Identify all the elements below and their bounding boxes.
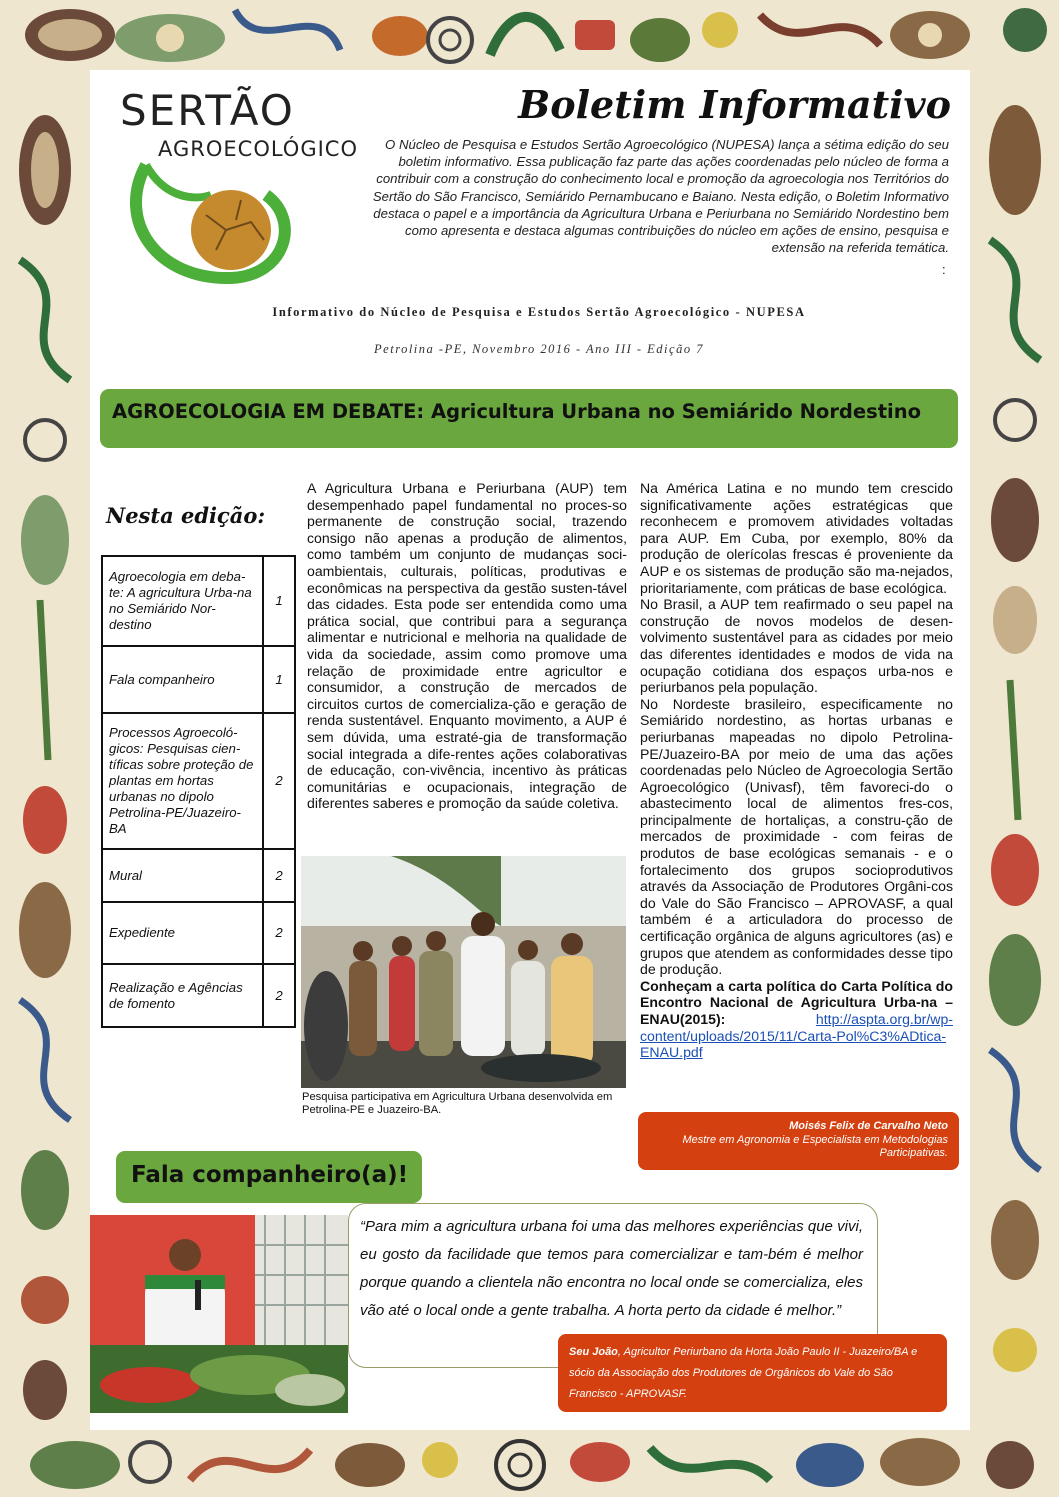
- article-column-2: [640, 480, 953, 1061]
- logo-seed-icon: [116, 160, 301, 285]
- quote-text: “Para mim a agricultura urbana foi uma das melhores experiências que vivi, eu gosto da facilidade que temos para comercializar e tam-bém é melhor porque quando a clientela não encontra no local onde se comercializa, eles vão até o local onde a gente trabalha. A horta perto da cidade é melhor.”: [360, 1218, 863, 1319]
- toc-row-label: Mural: [102, 849, 263, 902]
- toc-row[interactable]: [102, 964, 295, 1027]
- article-paragraph: A Agricultura Urbana e Periurbana (AUP) tem desempenhado papel fundamental no proces-so permanente de construção social, trazendo consigo não apenas a produção de alimentos, como também um conjunto de mudanças soci-oambientais, culturais, políticas, produtivas e econômicas na perspectiva da gestão susten-tável das cidades. Esta pode ser entendida como uma prática social, que contribui para a segurança alimentar e nutricional e melhoria na qualidade de vida da sociedade, assim como promove uma relação de proximidade entre agricultor e consumidor, a construção de mercados de circuitos curtos de comercializa-ção e geração de renda sustentável. Enquanto movimento, a AUP é sem dúvida, uma estraté-gia de transformação social integrada a dife-rentes ações colaborativas de educação, con-vivência, incentivo às práticas comunitárias e ocupacionais, integração de diferentes saberes e promoção da saúde coletiva.: [307, 480, 627, 812]
- toc-table: [101, 555, 296, 1028]
- stray-mark: :: [942, 262, 946, 277]
- toc-row-label: Agroecologia em deba-te: A agricultura Urba-na no Semiárido Nor-destino: [102, 556, 263, 646]
- intro-text: O Núcleo de Pesquisa e Estudos Sertão Agroecológico (NUPESA) lança a sétima edição do seu boletim informativo. Essa publicação faz parte das ações coordenadas pelo núcleo de forma a contribuir com a construção do conhecimento local e promoção da agroecologia nos Territórios do Sertão do São Francisco, Semiárido Pernambucano e Baiano. Nesta edição, o Boletim Informativo destaca o papel e a importância da Agricultura Urbana e Periurbana no Semiárido Nordestino bem como apresenta e destaca algumas contribuições do núcleo em ações de ensino, pesquisa e extensão na referida temática.: [372, 137, 949, 256]
- toc-row[interactable]: [102, 849, 295, 902]
- author-name: Moisés Felix de Carvalho Neto: [789, 1120, 948, 1132]
- toc-row-label: Processos Agroecoló-gicos: Pesquisas cien-tíficas sobre proteção de plantas em hortas urbanas no dipolo Petrolina-PE/Juazeiro-BA: [102, 713, 263, 849]
- toc-row[interactable]: [102, 713, 295, 849]
- logo-title: SERTÃO: [120, 86, 295, 135]
- toc-row-page: 1: [263, 646, 295, 713]
- article-column-1: [307, 480, 627, 812]
- toc-row[interactable]: [102, 902, 295, 964]
- article-paragraph: No Brasil, a AUP tem reafirmado o seu papel na construção de novos modelos de desen-volvimento sustentável para as cidades por meio das diferentes identidades e modos de vida na ocupação cotidiana dos espaços urba-nos e periurbanos pela população.: [640, 596, 953, 696]
- enau-letter-link[interactable]: http://aspta.org.br/wp-content/uploads/2015/11/Carta-Pol%C3%ADtica-ENAU.pdf: [640, 1011, 953, 1061]
- article-paragraph: [640, 978, 953, 1061]
- logo-subtitle: AGROECOLÓGICO: [158, 137, 358, 161]
- toc-row-page: 2: [263, 713, 295, 849]
- toc-row-label: Realização e Agências de fomento: [102, 964, 263, 1027]
- toc-row-page: 1: [263, 556, 295, 646]
- toc-row[interactable]: [102, 556, 295, 646]
- group-photo: [301, 856, 626, 1088]
- section-banner-title: AGROECOLOGIA EM DEBATE: Agricultura Urbana no Semiárido Nordestino: [112, 400, 922, 423]
- masthead: Informativo do Núcleo de Pesquisa e Estudos Sertão Agroecológico - NUPESA: [272, 305, 806, 319]
- speaker-name: Seu João: [569, 1346, 618, 1358]
- newsletter-title: Boletim Informativo: [518, 82, 951, 127]
- toc-row-page: 2: [263, 902, 295, 964]
- toc-row-label: Fala companheiro: [102, 646, 263, 713]
- farmer-photo: [90, 1215, 348, 1413]
- article-paragraph: Na América Latina e no mundo tem crescido significativamente ações estratégicas que reconhecem e promovem atividades voltadas para AUP. Em Cuba, por exemplo, 80% da produção de olerícolas frescas é proveniente da AUP e os sistemas de produção são ma-nejados, prioritariamente, com práticas de base ecológica.: [640, 480, 953, 596]
- toc-row-label: Expediente: [102, 902, 263, 964]
- toc-heading: Nesta edição:: [106, 503, 266, 528]
- toc-row[interactable]: [102, 646, 295, 713]
- dateline: Petrolina -PE, Novembro 2016 - Ano III - Edição 7: [374, 342, 704, 356]
- fala-heading: Fala companheiro(a)!: [131, 1162, 409, 1188]
- call-to-action-text: Conheçam a carta política do Carta Política do Encontro Nacional de Agricultura Urba-na – ENAU(2015):: [640, 977, 953, 1027]
- speaker-attribution: [569, 1342, 941, 1405]
- author-description: Mestre em Agronomia e Especialista em Metodologias Participativas.: [682, 1134, 948, 1159]
- toc-row-page: 2: [263, 964, 295, 1027]
- toc-row-page: 2: [263, 849, 295, 902]
- article-paragraph: No Nordeste brasileiro, especificamente no Semiárido nordestino, as hortas urbanas e periurbanas mapeadas no dipolo Petrolina-PE/Juazeiro-BA por meio de uma das ações coordenadas pelo Núcleo de Agroecologia Sertão Agroecológico (Univasf), têm favoreci-do o abastecimento local de alimentos fres-cos, principalmente de hortaliças, a constru-ção de mercados de proximidade - com feiras de produtos de base ecológicas semanais - e o fortalecimento dos grupos socioprodutivos através da Associação de Produtores Orgâni-cos do Vale do São Francisco – APROVASF, a qual também é a articuladora do processo de certificação orgânica de alguns agricultores (as) e grupos que atendem as conformidades desse tipo de produção.: [640, 695, 953, 978]
- speaker-description: , Agricultor Periurbano da Horta João Paulo II - Juazeiro/BA e sócio da Associação dos Produtores de Orgânicos do Vale do São Francisco - APROVASF.: [569, 1346, 918, 1400]
- photo-caption: Pesquisa participativa em Agricultura Urbana desenvolvida em Petrolina-PE e Juazeiro-BA.: [302, 1091, 613, 1116]
